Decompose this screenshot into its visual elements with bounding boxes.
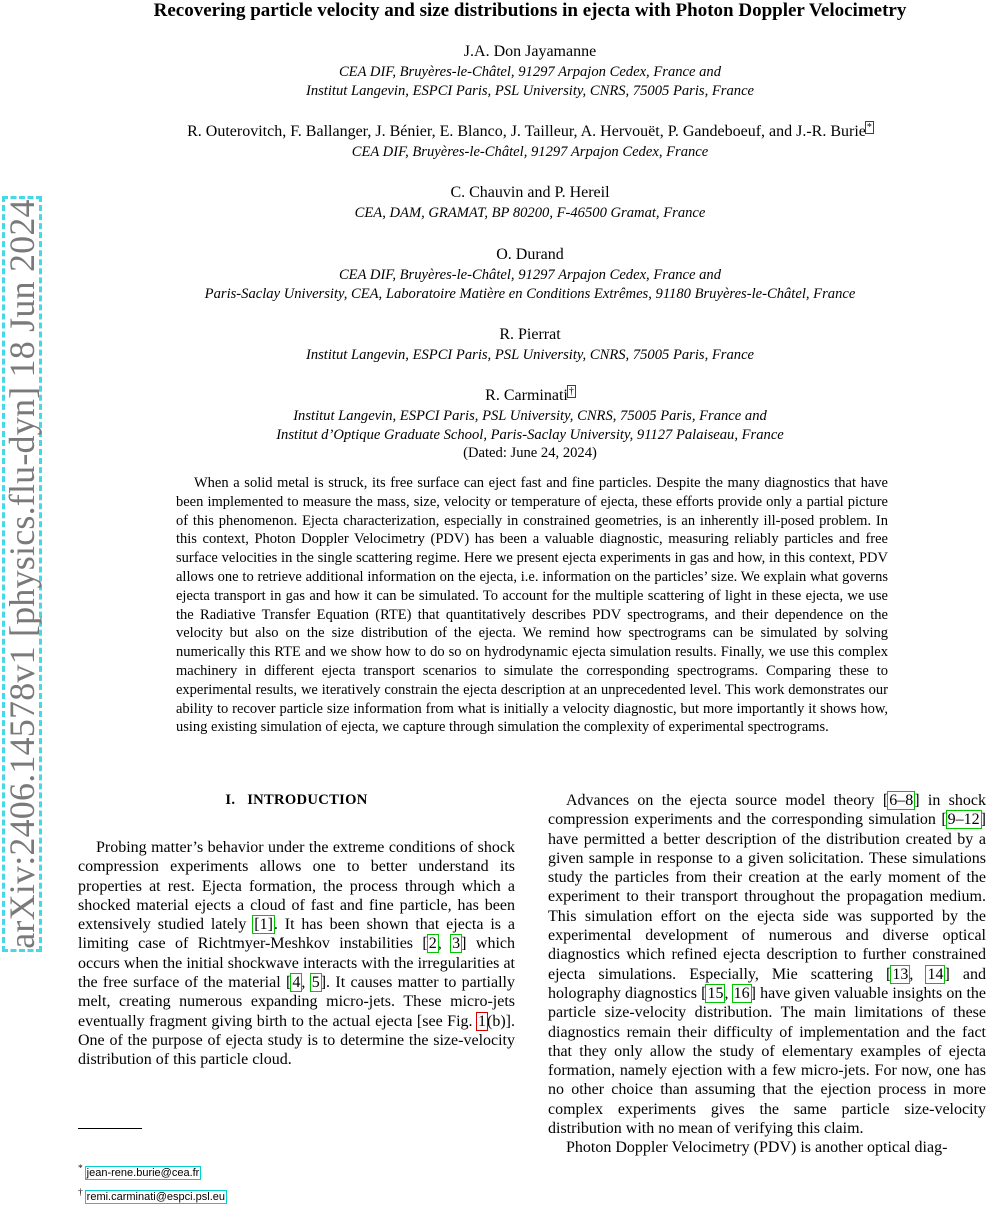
text: ] have given valuable insights on the particle size-velocity distribution. The main limitations of these diagnostics remain their difficulty of implementation and the fact that they only allow the study of elementary examples of ejecta formation, namely ejection with a few micro-jets. For now, one has no other choice than assuming that the ejection process in more complex experiments gives the same particle size-velocity distribution with no mean of verifying this claim. xyxy=(548,984,986,1138)
author-names: J.A. Don Jayamanne xyxy=(463,43,597,60)
text: ] which occurs when the initial shockwave interacts with the irregularities at the free surface of the material [ xyxy=(78,935,516,992)
affiliation: Paris-Saclay University, CEA, Laboratoire Matière en Conditions Extrêmes, 91180 Bruyères-le-Châtel, France xyxy=(204,286,856,302)
citation-link[interactable]: 5 xyxy=(311,974,320,992)
text: . It has been shown that ejecta is a limiting case of Richtmyer-Meshkov instabilities [ xyxy=(78,916,515,953)
affiliation: CEA DIF, Bruyères-le-Châtel, 91297 Arpajon Cedex, France and xyxy=(338,267,722,283)
text: ]. It causes matter to partially melt, creating numerous expanding micro-jets. These micro-jets eventually fragment giving birth to the actual ejecta [see Fig. xyxy=(78,974,515,1030)
footnote-marker: † xyxy=(78,1186,83,1198)
section-number: I. xyxy=(225,792,236,808)
text: Advances on the ejecta source model theory [ xyxy=(566,792,889,809)
footnote-marker[interactable]: † xyxy=(568,385,574,397)
text: , xyxy=(301,974,311,992)
footnote-2 xyxy=(78,1183,226,1207)
citation-link[interactable]: 16 xyxy=(733,984,750,1002)
email-link[interactable]: jean-rene.burie@cea.fr xyxy=(86,1166,200,1179)
citation-link[interactable]: [1] xyxy=(254,916,273,934)
text: ] in shock compression experiments and the corresponding simulation [ xyxy=(548,792,986,829)
affiliation: Institut Langevin, ESPCI Paris, PSL University, CNRS, 75005 Paris, France xyxy=(305,83,755,99)
text: ] have permitted a better description of the distribution created by a given sample in response to a given solicitation. These simulations study the particles from their creation at the early moment of the experiment to their transport throughout the propagation medium. This simulation effort on the ejecta side was supported by the experimental development of numerous and diverse optical diagnostics which refined ejecta description to further constrained ejecta simulations. Especially, Mie scattering [ xyxy=(548,811,986,983)
dated: (Dated: June 24, 2024) xyxy=(463,445,597,461)
citation-link[interactable]: 9–12 xyxy=(947,811,980,829)
footnote-marker[interactable]: * xyxy=(866,121,872,133)
author-names: C. Chauvin and P. Hereil xyxy=(450,184,610,201)
citation-link[interactable]: 14 xyxy=(927,965,944,983)
text: (b)]. One of the purpose of ejecta study is to determine the size-velocity distribution of this particle cloud. xyxy=(78,1012,515,1069)
affiliation: CEA, DAM, GRAMAT, BP 80200, F-46500 Gramat, France xyxy=(354,205,706,221)
section-heading xyxy=(78,792,515,809)
footnote-marker: * xyxy=(78,1163,83,1174)
citation-link[interactable]: 3 xyxy=(452,935,461,953)
author-names: R. Outerovitch, F. Ballanger, J. Bénier, E. Blanco, J. Tailleur, A. Hervouët, P. Gandeboeuf, and J.-R. Burie xyxy=(187,123,866,140)
abstract-text: When a solid metal is struck, its free surface can eject fast and fine particles. Despite the many diagnostics that have been implemented to measure the mass, size, velocity or temperature of ejecta, these efforts provide only a partial picture of this phenomenon. Ejecta characterization, especially in constrained geometries, is an inherently ill-posed problem. In this context, Photon Doppler Velocimetry (PDV) has been a valuable diagnostic, measuring reliably particles and free surface velocities in the single scattering regime. Here we present ejecta experiments in gas and how, in this context, PDV allows one to retrieve additional information on the ejecta, i.e. information on the particles’ size. We explain what governs ejecta transport in gas and how it can be simulated. To account for the multiple scattering of light in these ejecta, we use the Radiative Transfer Equation (RTE) that quantitatively describes PDV spectrograms, and their dependence on the velocity but also on the size distribution of the ejecta. We remind how spectrograms can be simulated by solving numerically this RTE and we show how to do so on hydrodynamic ejecta simulation results. Finally, we use this complex machinery in different ejecta transport scenarios to simulate the corresponding spectrograms. Comparing these to experimental results, we iteratively constrain the ejecta description at an unprecedented level. This work demonstrates our ability to recover particle size information from what is initially a velocity diagnostic, but more importantly it shows how, using existing simulation of ejecta, we capture through simulation the complexity of experimental spectrograms. xyxy=(176,475,888,736)
citation-link[interactable]: 2 xyxy=(428,935,437,953)
intro-paragraph-1 xyxy=(78,838,515,1070)
intro-paragraph-2 xyxy=(548,791,986,1138)
paper-title: Recovering particle velocity and size distributions in ejecta with Photon Doppler Velocimetry xyxy=(153,0,907,21)
affiliation: CEA DIF, Bruyères-le-Châtel, 91297 Arpajon Cedex, France xyxy=(351,144,709,160)
citation-link[interactable]: 6–8 xyxy=(889,792,914,809)
author-names: R. Carminati xyxy=(485,387,568,404)
left-column xyxy=(78,838,515,1070)
citation-link[interactable]: 4 xyxy=(292,974,301,992)
author-names-block xyxy=(70,123,986,141)
author-names-block xyxy=(70,387,986,405)
section-title: INTRODUCTION xyxy=(247,792,368,808)
citation-link[interactable]: 13 xyxy=(892,965,909,983)
text: Probing matter’s behavior under the extreme conditions of shock compression experiments allows one to better understand its properties at rest. Ejecta formation, the process through which a shocked material ejects a cloud of fast and fine particle, has been extensively studied lately xyxy=(78,839,515,934)
text: ] and holography diagnostics [ xyxy=(548,965,986,1002)
arxiv-id: arXiv:2406.14578v1 [physics.flu-dyn] 18 Jun 2024 xyxy=(2,199,42,949)
author-names: O. Durand xyxy=(496,246,564,263)
affiliation: Institut d’Optique Graduate School, Paris-Saclay University, 91127 Palaiseau, France xyxy=(276,427,784,443)
right-column xyxy=(548,791,986,1158)
footnote-1 xyxy=(78,1159,226,1183)
abstract xyxy=(176,474,888,737)
footnote-rule xyxy=(78,1128,142,1129)
text: , xyxy=(909,965,927,983)
figure-link[interactable]: 1 xyxy=(478,1012,487,1030)
author-names: R. Pierrat xyxy=(499,326,561,343)
intro-paragraph-3: Photon Doppler Velocimetry (PDV) is another optical diag- xyxy=(566,1139,948,1157)
text: , xyxy=(724,984,733,1002)
text: , xyxy=(437,935,452,953)
arxiv-stamp[interactable] xyxy=(2,196,42,952)
affiliation: Institut Langevin, ESPCI Paris, PSL University, CNRS, 75005 Paris, France xyxy=(305,347,755,363)
affiliation: Institut Langevin, ESPCI Paris, PSL University, CNRS, 75005 Paris, France and xyxy=(293,408,767,424)
affiliation: CEA DIF, Bruyères-le-Châtel, 91297 Arpajon Cedex, France and xyxy=(338,64,722,80)
email-link[interactable]: remi.carminati@espci.psl.eu xyxy=(86,1190,225,1203)
citation-link[interactable]: 15 xyxy=(707,984,724,1002)
